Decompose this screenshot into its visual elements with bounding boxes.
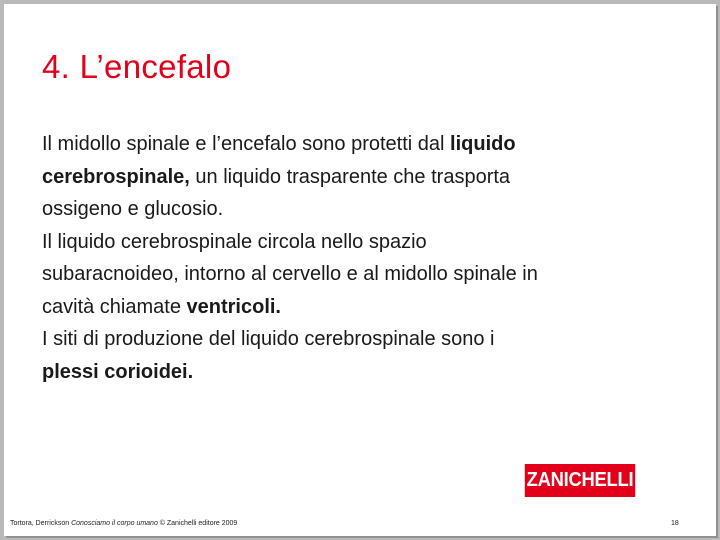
page-number: 18	[671, 520, 679, 527]
slide-body	[42, 128, 682, 388]
p3-bold-plessi: plessi corioidei.	[42, 360, 194, 383]
p1-bold-liquido: liquido	[450, 133, 516, 155]
slide-title: 4. L’encefalo	[42, 48, 232, 85]
p1-text-d: un liquido trasparente che trasporta	[189, 165, 511, 188]
footer-book-title: Conosciamo il corpo umano	[71, 520, 158, 527]
zanichelli-logo: ZANICHELLI	[525, 464, 635, 497]
footer-authors: Tortora, Derrickson	[10, 520, 72, 527]
slide	[4, 4, 716, 536]
footer-credit	[10, 520, 237, 527]
p2-text-a: Il liquido cerebrospinale circola nello spazio	[42, 230, 427, 253]
paragraph-3	[42, 323, 682, 388]
p2-bold-ventricoli: ventricoli.	[186, 295, 281, 318]
p3-text-a: I siti di produzione del liquido cerebrospinale sono i	[42, 328, 495, 350]
paragraph-2	[42, 226, 682, 324]
paragraph-1	[42, 128, 682, 226]
p1-bold-cerebrospinale: cerebrospinale,	[42, 165, 190, 188]
p2-text-b: subaracnoideo, intorno al cervello e al midollo spinale in	[42, 263, 538, 285]
footer-publisher: © Zanichelli editore 2009	[157, 520, 238, 527]
p1-text-a: Il midollo spinale e l’encefalo sono protetti dal	[42, 133, 451, 155]
p2-text-c: cavità chiamate	[42, 295, 187, 318]
p1-text-e: ossigeno e glucosio.	[42, 198, 224, 220]
